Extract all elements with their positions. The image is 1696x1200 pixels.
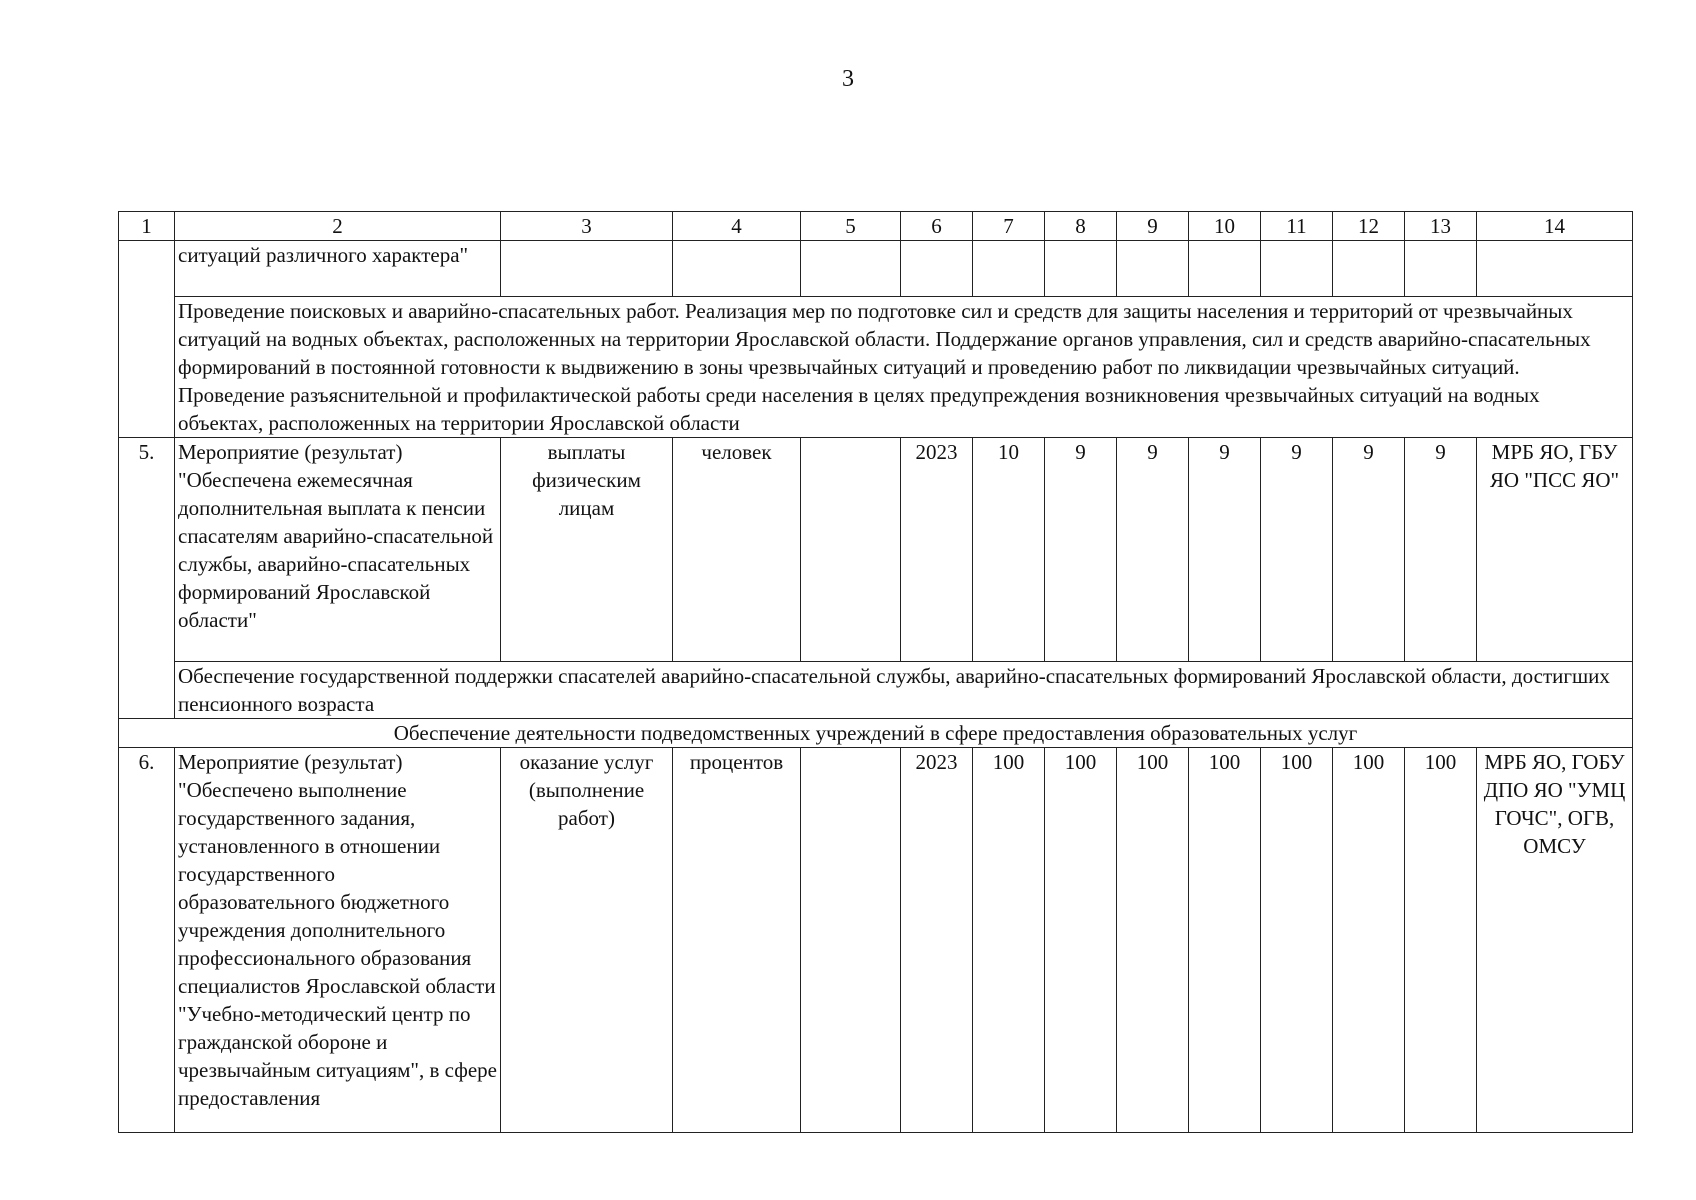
- item-name-cell: Мероприятие (результат) "Обеспечена ежемесячная дополнительная выплата к пенсии спасателям аварийно-спасательной службы, аварийно-спасательных формирований Ярославской области": [175, 438, 501, 662]
- empty-cell: [973, 241, 1045, 297]
- section-title: Обеспечение деятельности подведомственных учреждений в сфере предоставления образовательных услуг: [119, 719, 1633, 748]
- empty-cell: [1045, 241, 1117, 297]
- header-cell: 4: [673, 212, 801, 241]
- header-cell: 13: [1405, 212, 1477, 241]
- value-cell: 100: [1117, 748, 1189, 1133]
- empty-cell: [1333, 241, 1405, 297]
- value-cell: 9: [1261, 438, 1333, 662]
- header-cell: 2: [175, 212, 501, 241]
- table-row: [119, 748, 1633, 1133]
- value-cell: 100: [1189, 748, 1261, 1133]
- row-number-cell: [119, 241, 175, 438]
- empty-cell: [673, 241, 801, 297]
- header-cell: 7: [973, 212, 1045, 241]
- section-row: [119, 719, 1633, 748]
- header-cell: 11: [1261, 212, 1333, 241]
- value-cell: 100: [1261, 748, 1333, 1133]
- header-cell: 14: [1477, 212, 1633, 241]
- empty-cell: [1189, 241, 1261, 297]
- empty-cell: [1117, 241, 1189, 297]
- value-cell: 9: [1117, 438, 1189, 662]
- base-year-cell: 2023: [901, 438, 973, 662]
- value-cell: 100: [973, 748, 1045, 1133]
- value-cell: 100: [1333, 748, 1405, 1133]
- header-cell: 9: [1117, 212, 1189, 241]
- empty-cell: [901, 241, 973, 297]
- header-cell: 10: [1189, 212, 1261, 241]
- base-year-cell: 2023: [901, 748, 973, 1133]
- row-number-cell: 6.: [119, 748, 175, 1133]
- indicators-table: [118, 211, 1633, 1133]
- description-cell: Проведение поисковых и аварийно-спасательных работ. Реализация мер по подготовке сил и средств для защиты населения и территорий от чрезвычайных ситуаций на водных объектах, расположенных на территории Ярославской области. Поддержание органов управления, сил и средств аварийно-спасательных формирований в постоянной готовности к выдвижению в зоны чрезвычайных ситуаций и проведению работ по ликвидации чрезвычайных ситуаций. Проведение разъяснительной и профилактической работы среди населения в целях предупреждения возникновения чрезвычайных ситуаций на водных объектах, расположенных на территории Ярославской области: [175, 297, 1633, 438]
- empty-cell: [501, 241, 673, 297]
- unit-cell: процентов: [673, 748, 801, 1133]
- page-number: 3: [842, 66, 854, 92]
- value-cell: 9: [1045, 438, 1117, 662]
- table-row: [119, 438, 1633, 662]
- responsible-cell: МРБ ЯО, ГОБУ ДПО ЯО "УМЦ ГОЧС", ОГВ, ОМСУ: [1477, 748, 1633, 1133]
- empty-cell: [1477, 241, 1633, 297]
- item-name-cell: ситуаций различного характера": [175, 241, 501, 297]
- header-cell: 8: [1045, 212, 1117, 241]
- value-cell: 10: [973, 438, 1045, 662]
- value-cell: 100: [1045, 748, 1117, 1133]
- base-value-cell: [801, 748, 901, 1133]
- description-row: [119, 297, 1633, 438]
- value-cell: 9: [1189, 438, 1261, 662]
- header-cell: 3: [501, 212, 673, 241]
- unit-cell: человек: [673, 438, 801, 662]
- description-row: [119, 662, 1633, 719]
- header-cell: 1: [119, 212, 175, 241]
- value-cell: 9: [1405, 438, 1477, 662]
- result-type-cell: выплаты физическим лицам: [501, 438, 673, 662]
- row-number-cell: 5.: [119, 438, 175, 719]
- empty-cell: [1261, 241, 1333, 297]
- table-header-row: [119, 212, 1633, 241]
- responsible-cell: МРБ ЯО, ГБУ ЯО "ПСС ЯО": [1477, 438, 1633, 662]
- table-row: [119, 241, 1633, 297]
- empty-cell: [801, 241, 901, 297]
- base-value-cell: [801, 438, 901, 662]
- value-cell: 100: [1405, 748, 1477, 1133]
- description-cell: Обеспечение государственной поддержки спасателей аварийно-спасательной службы, аварийно-спасательных формирований Ярославской области, достигших пенсионного возраста: [175, 662, 1633, 719]
- header-cell: 6: [901, 212, 973, 241]
- item-name-cell: Мероприятие (результат) "Обеспечено выполнение государственного задания, установленного в отношении государственного образовательного бюджетного учреждения дополнительного профессионального образования специалистов Ярославской области "Учебно-методический центр по гражданской обороне и чрезвычайным ситуациям", в сфере предоставления: [175, 748, 501, 1133]
- empty-cell: [1405, 241, 1477, 297]
- value-cell: 9: [1333, 438, 1405, 662]
- result-type-cell: оказание услуг (выполнение работ): [501, 748, 673, 1133]
- header-cell: 5: [801, 212, 901, 241]
- header-cell: 12: [1333, 212, 1405, 241]
